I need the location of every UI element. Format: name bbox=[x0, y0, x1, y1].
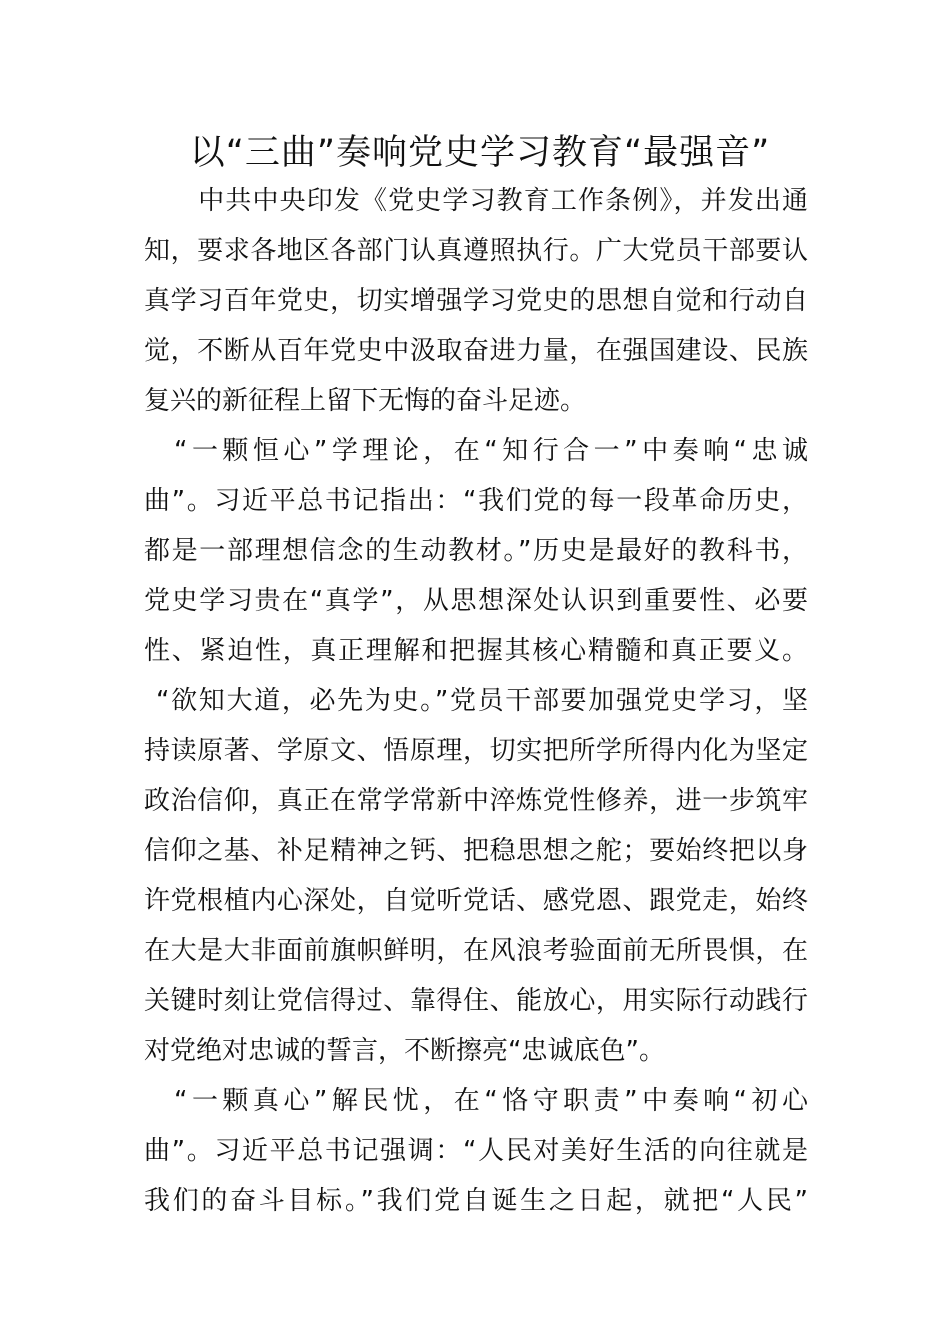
body-line: 关键时刻让党信得过、靠得住、能放心，用实际行动践行 bbox=[144, 986, 808, 1016]
body-line: 觉，不断从百年党史中汲取奋进力量，在强国建设、民族 bbox=[144, 336, 808, 366]
document-body bbox=[144, 176, 808, 1226]
body-line: 信仰之基、补足精神之钙、把稳思想之舵；要始终把以身 bbox=[144, 836, 808, 866]
body-line: 许党根植内心深处，自觉听党话、感党恩、跟党走，始终 bbox=[144, 886, 808, 916]
body-line: 持读原著、学原文、悟原理，切实把所学所得内化为坚定 bbox=[144, 736, 808, 766]
body-line: 都是一部理想信念的生动教材。”历史是最好的教科书， bbox=[144, 536, 808, 566]
body-line: 真学习百年党史，切实增强学习党史的思想自觉和行动自 bbox=[144, 286, 808, 316]
body-line: 在大是大非面前旗帜鲜明，在风浪考验面前无所畏惧，在 bbox=[144, 936, 808, 966]
document-title: 以“三曲”奏响党史学习教育“最强音” bbox=[189, 133, 771, 173]
body-line: 我们的奋斗目标。”我们党自诞生之日起，就把“人民” bbox=[144, 1186, 808, 1216]
body-line: 知，要求各地区各部门认真遵照执行。广大党员干部要认 bbox=[144, 236, 808, 266]
body-line: 中共中央印发《党史学习教育工作条例》，并发出通 bbox=[144, 186, 808, 216]
body-line: 政治信仰，真正在常学常新中淬炼党性修养，进一步筑牢 bbox=[144, 786, 808, 816]
body-line: 曲”。习近平总书记指出：“我们党的每一段革命历史， bbox=[144, 486, 808, 516]
body-line: “一颗真心”解民忧，在“恪守职责”中奏响“初心 bbox=[174, 1086, 808, 1116]
body-line: 党史学习贵在“真学”，从思想深处认识到重要性、必要 bbox=[144, 586, 808, 616]
body-line: “一颗恒心”学理论，在“知行合一”中奏响“忠诚 bbox=[174, 436, 808, 466]
body-line: 性、紧迫性，真正理解和把握其核心精髓和真正要义。 bbox=[144, 636, 808, 666]
body-line: 对党绝对忠诚的誓言，不断擦亮“忠诚底色”。 bbox=[144, 1036, 665, 1066]
body-line: 曲”。习近平总书记强调：“人民对美好生活的向往就是 bbox=[144, 1136, 808, 1166]
body-line: “欲知大道，必先为史。”党员干部要加强党史学习，坚 bbox=[156, 686, 808, 716]
body-line: 复兴的新征程上留下无悔的奋斗足迹。 bbox=[144, 386, 587, 416]
